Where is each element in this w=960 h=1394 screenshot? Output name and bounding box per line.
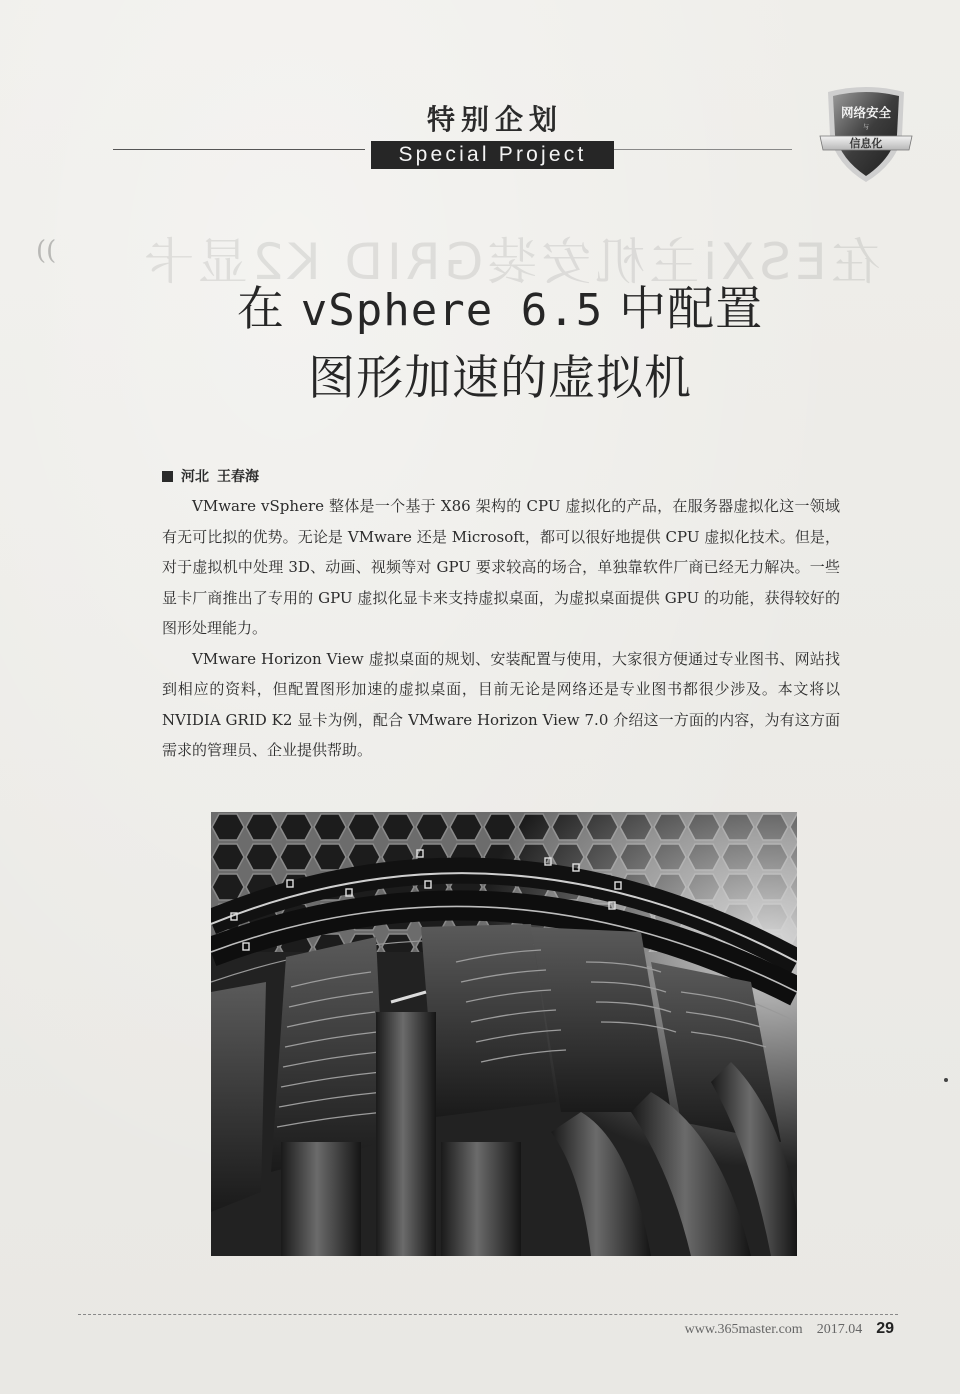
- title-line-2: 图形加速的虚拟机: [308, 351, 692, 406]
- byline-square-icon: [162, 471, 173, 482]
- title-product: vSphere 6.5: [300, 285, 604, 336]
- stray-dot: [944, 1078, 948, 1082]
- badge-top-text: 网络安全: [840, 105, 892, 120]
- shield-badge-icon: [816, 84, 916, 184]
- margin-mark: ((: [36, 236, 57, 266]
- title-line-1: [150, 276, 850, 345]
- paragraph-2: VMware Horizon View 虚拟桌面的规划、安装配置与使用，大家很方便通过专业图书、网站找到相应的资料，但配置图形加速的虚拟桌面，目前无论是网络还是专业图书都很少涉及。本文将以 NVIDIA GRID K2 显卡为例，配合 VMware Horizon View 7.0 介绍这一方面的内容，为有这方面需求的管理员、企业提供帮助。: [162, 649, 840, 759]
- byline-region: 河北: [181, 469, 209, 485]
- badge-middle-text: 与: [862, 124, 870, 131]
- footer-rule: [78, 1314, 898, 1315]
- article-figure-server-photo: [211, 812, 797, 1256]
- title-prefix: 在: [236, 282, 285, 337]
- paragraph-1: VMware vSphere 整体是一个基于 X86 架构的 CPU 虚拟化的产品，在服务器虚拟化这一领域有无可比拟的优势。无论是 VMware 还是 Microsoft，都可以很好地提供 CPU 虚拟化技术。但是，对于虚拟机中处理 3D、动画、视频等对 GPU 要求较高的场合，单独靠软件厂商已经无力解决。一些显卡厂商推出了专用的 GPU 虚拟化显卡来支持虚拟桌面，为虚拟桌面提供 GPU 的功能，获得较好的图形处理能力。: [162, 497, 840, 637]
- byline: [162, 466, 259, 486]
- footer-issue: 2017.04: [816, 1322, 863, 1337]
- page-number: 29: [876, 1320, 894, 1337]
- show-through-title: 在ESXi主机安装GRID K2显卡: [140, 233, 881, 291]
- section-kicker-english: Special Project: [371, 141, 614, 169]
- article-body: [162, 491, 840, 766]
- article-title: [150, 276, 850, 413]
- badge-ribbon-text: 信息化: [849, 137, 883, 150]
- header-rule-right: [612, 149, 792, 150]
- byline-author: 王春海: [217, 469, 259, 485]
- title-suffix: 中配置: [619, 282, 764, 337]
- page-footer: [685, 1320, 894, 1338]
- header-rule-left: [113, 149, 365, 150]
- footer-website: www.365master.com: [684, 1322, 803, 1337]
- section-kicker-chinese: 特别企划: [426, 103, 563, 136]
